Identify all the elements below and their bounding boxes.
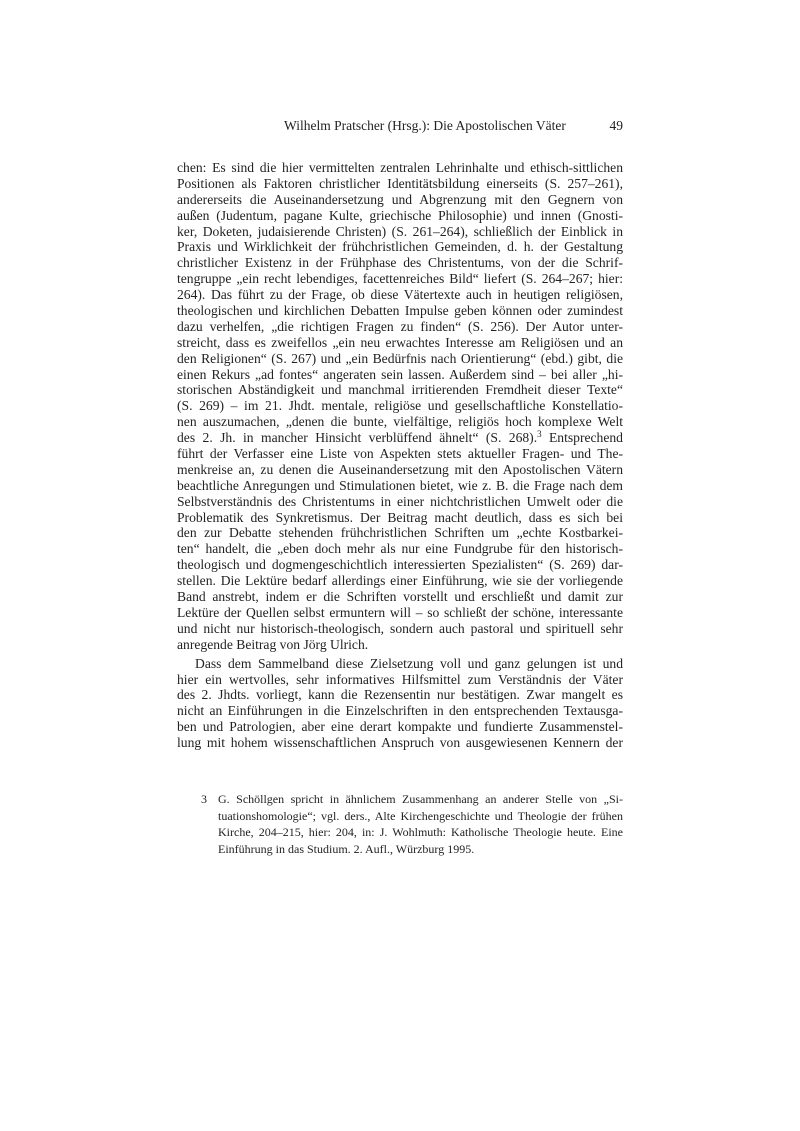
footnote-line: Einführung in das Studium. 2. Aufl., Würzburg 1995. (218, 841, 475, 856)
text-segment: Entsprechend (541, 430, 623, 446)
running-header (177, 118, 623, 136)
text-line: (S. 269) – im 21. Jhdt. mentale, religiöse und gesellschaftliche Konstellatio- (177, 398, 623, 414)
text-line: außen (Judentum, pagane Kulte, griechische Philosophie) und innen (Gnosti- (177, 207, 623, 223)
text-line: christlicher Existenz in der Frühphase des Christentums, von der die Schrif- (177, 255, 623, 271)
text-line: den zur Debatte stehenden frühchristlichen Schriften um „echte Kostbarkei- (177, 525, 623, 541)
text-line: Lektüre der Quellen selbst ermuntern will – so schließt der schöne, interessante (177, 604, 623, 620)
text-line: Dass dem Sammelband diese Zielsetzung voll und ganz gelungen ist und (195, 655, 623, 671)
text-segment: des 2. Jh. in mancher Hinsicht verblüffend ähnelt“ (S. 268). (177, 430, 538, 446)
text-line: ten“ handelt, die „eben doch mehr als nur eine Fundgrube für den historisch- (177, 541, 623, 557)
footnote-line: tuationshomologie“; vgl. ders., Alte Kirchengeschichte und Theologie der frühen (218, 808, 623, 823)
text-line: ker, Doketen, judaisierende Christen) (S. 261–264), schließlich der Einblick in (177, 223, 623, 239)
text-line: dazu verhelfen, „die richtigen Fragen zu finden“ (S. 256). Der Autor unter- (177, 318, 623, 334)
paragraph (177, 656, 623, 751)
text-line: einen Rekurs „ad fontes“ angeraten sein lassen. Außerdem sind – bei aller „hi- (177, 366, 623, 382)
text-line: tengruppe „ein recht lebendiges, facettenreiches Bild“ liefert (S. 264–267; hier: (177, 271, 623, 287)
text-line: den Religionen“ (S. 267) und „ein Bedürfnis nach Orientierung“ (ebd.) gibt, die (177, 350, 623, 366)
text-line: Selbstverständnis des Christentums in einer nichtchristlichen Umwelt oder die (177, 493, 623, 509)
text-line: nicht an Einführungen in die Einzelschriften in den entsprechenden Textausga- (177, 703, 623, 719)
footnote-line: G. Schöllgen spricht in ähnlichem Zusammenhang an anderer Stelle von „Si- (218, 792, 623, 806)
text-line: menkreise an, zu denen die Auseinandersetzung mit den Apostolischen Vätern (177, 461, 623, 477)
text-line: theologisch und dogmengeschichtlich interessierten Spezialisten“ (S. 269) dar- (177, 557, 623, 573)
text-line: führt der Verfasser eine Liste von Aspekten stets aktueller Fragen- und The- (177, 446, 623, 462)
text-line: andererseits die Auseinandersetzung und Abgrenzung mit den Gegnern von (177, 191, 623, 207)
text-line: storischen Abständigkeit und manchmal irritierenden Fremdheit dieser Texte“ (177, 382, 623, 398)
page-number: 49 (609, 118, 623, 133)
text-line: beachtliche Anregungen und Stimulationen bietet, wie z. B. die Frage nach dem (177, 477, 623, 493)
text-line: 264). Das führt zu der Frage, ob diese Vätertexte auch in heutigen religiösen, (177, 287, 623, 303)
body-text (177, 160, 623, 751)
text-line: Praxis und Wirklichkeit der frühchristlichen Gemeinden, d. h. der Gestaltung (177, 239, 623, 255)
text-line: streicht, dass es zweifellos „ein neu erwachtes Interesse am Religiösen und an (177, 334, 623, 350)
footnote (177, 791, 623, 857)
footnote-line: Kirche, 204–215, hier: 204, in: J. Wohlmuth: Katholische Theologie heute. Eine (218, 825, 623, 840)
footnotes (177, 791, 623, 857)
footnote-number: 3 (201, 792, 207, 806)
running-title: Wilhelm Pratscher (Hrsg.): Die Apostolischen Väter (284, 118, 566, 133)
text-line: hier ein wertvolles, sehr informatives Hilfsmittel zum Verständnis der Väter (177, 671, 623, 687)
text-line: des 2. Jhdts. vorliegt, kann die Rezensentin nur bestätigen. Zwar mangelt es (177, 687, 623, 703)
text-line: stellen. Die Lektüre bedarf allerdings einer Einführung, wie sie der vorliegende (177, 573, 623, 589)
footnote-reference[interactable]: 3 (537, 429, 542, 440)
paragraph (177, 160, 623, 653)
text-line: nen auszumachen, „denen die bunte, vielfältige, religiös hoch komplexe Welt (177, 414, 623, 430)
text-line: theologischen und kirchlichen Debatten Impulse geben können oder zumindest (177, 303, 623, 319)
text-line: Band anstrebt, indem er die Schriften vorstellt und erschließt und damit zur (177, 589, 623, 605)
text-line: und nicht nur historisch-theologisch, sondern auch pastoral und spirituell sehr (177, 620, 623, 636)
text-line: Problematik des Synkretismus. Der Beitrag macht deutlich, dass es sich bei (177, 509, 623, 525)
text-line: anregende Beitrag von Jörg Ulrich. (177, 636, 369, 652)
text-line: lung mit hohem wissenschaftlichen Anspruch von ausgewiesenen Kennern der (177, 735, 623, 751)
text-line: ben und Patrologien, aber eine derart kompakte und fundierte Zusammenstel- (177, 719, 623, 735)
text-line: chen: Es sind die hier vermittelten zentralen Lehrinhalte und ethisch-sittlichen (177, 160, 623, 175)
text-line (177, 430, 623, 446)
text-line: Positionen als Faktoren christlicher Identitätsbildung einerseits (S. 257–261), (177, 175, 623, 191)
